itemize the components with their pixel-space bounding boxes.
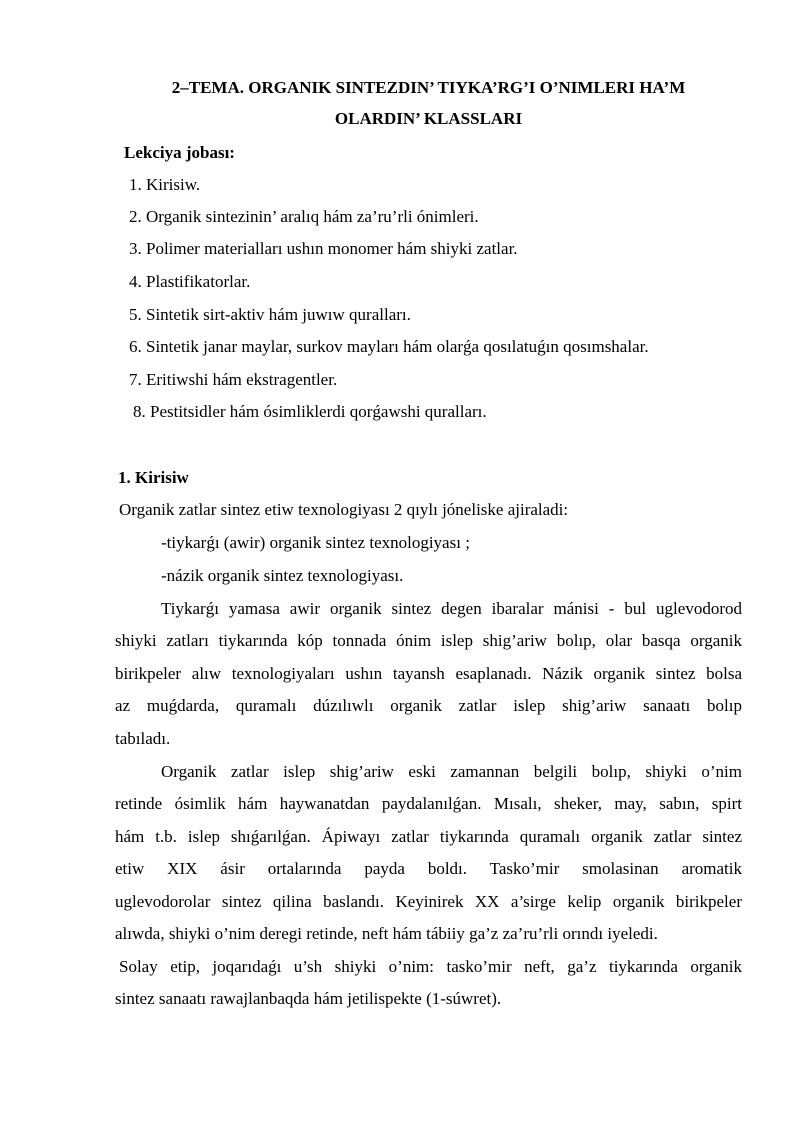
paragraph-3-line: Solay etip, joqarıdaǵı u’sh shiyki o’nim: tasko’mir neft, ga’z tiykarında organik bbox=[119, 957, 742, 976]
paragraph-1-line: Tiykarǵı yamasa awir organik sintez degen ibaralar mánisi - bul uglevodorod bbox=[161, 599, 742, 618]
plan-item: 4. Plastifikatorlar. bbox=[129, 272, 251, 291]
paragraph-2-line: retinde ósimlik hám haywanatdan paydalanılǵan. Mısalı, sheker, may, sabın, spirt bbox=[115, 794, 742, 813]
paragraph-3-line: sintez sanaatı rawajlanbaqda hám jetilispekte (1-súwret). bbox=[115, 989, 502, 1008]
document-title-line-1: 2–TEMA. ORGANIK SINTEZDIN’ TIYKA’RG’I O’NIMLERI HA’M bbox=[171, 78, 686, 97]
lecture-plan-heading: Lekciya jobası: bbox=[124, 143, 235, 162]
paragraph-2-line: hám t.b. islep shıǵarılǵan. Ápiwayı zatlar tiykarında quramalı organik zatlar sintez bbox=[115, 827, 742, 846]
paragraph-1-line: tabıladı. bbox=[115, 729, 171, 748]
intro-line: Organik zatlar sintez etiw texnologiyası 2 qıylı jóneliske ajiraladi: bbox=[119, 500, 569, 519]
paragraph-1-line: shiyki zatları tiykarında kóp tonnada ónim islep shig’ariw bolıp, olar basqa organik bbox=[115, 631, 742, 650]
plan-item: 6. Sintetik janar maylar, surkov mayları hám olarǵa qosılatuǵın qosımshalar. bbox=[129, 337, 649, 356]
paragraph-1-line: birikpeler alıw texnologiyaları ushın tayansh esaplanadı. Názik organik sintez bolsa bbox=[115, 664, 742, 683]
paragraph-2-line: etiw XIX ásir ortalarında payda boldı. Tasko’mir smolasinan aromatik bbox=[115, 859, 742, 878]
bullet-item: -názik organik sintez texnologiyası. bbox=[161, 566, 404, 585]
plan-item: 7. Eritiwshi hám ekstragentler. bbox=[129, 370, 338, 389]
plan-item: 1. Kirisiw. bbox=[129, 175, 201, 194]
paragraph-2-line: uglevodorolar sintez qilina baslandı. Keyinirek XX a’sirge kelip organik birikpeler bbox=[115, 892, 742, 911]
paragraph-2-line: alıwda, shiyki o’nim deregi retinde, neft hám tábiiy ga’z za’ru’rli orındı iyeledi. bbox=[115, 924, 658, 943]
section-heading: 1. Kirisiw bbox=[118, 468, 189, 487]
document-title-line-2: OLARDIN’ KLASSLARI bbox=[334, 109, 523, 128]
paragraph-1-line: az muǵdarda, quramalı dúzılıwlı organik zatlar islep shig’ariw sanaatı bolıp bbox=[115, 696, 742, 715]
paragraph-2-line: Organik zatlar islep shig’ariw eski zamannan belgili bolıp, shiyki o’nim bbox=[161, 762, 742, 781]
plan-item: 2. Organik sintezinin’ aralıq hám za’ru’rli ónimleri. bbox=[129, 207, 479, 226]
plan-item: 8. Pestitsidler hám ósimliklerdi qorǵawshi quralları. bbox=[133, 402, 487, 421]
plan-item: 3. Polimer materialları ushın monomer hám shiyki zatlar. bbox=[129, 239, 518, 258]
plan-item: 5. Sintetik sirt-aktiv hám juwıw quralları. bbox=[129, 305, 411, 324]
bullet-item: -tiykarǵı (awir) organik sintez texnologiyası ; bbox=[161, 533, 470, 552]
